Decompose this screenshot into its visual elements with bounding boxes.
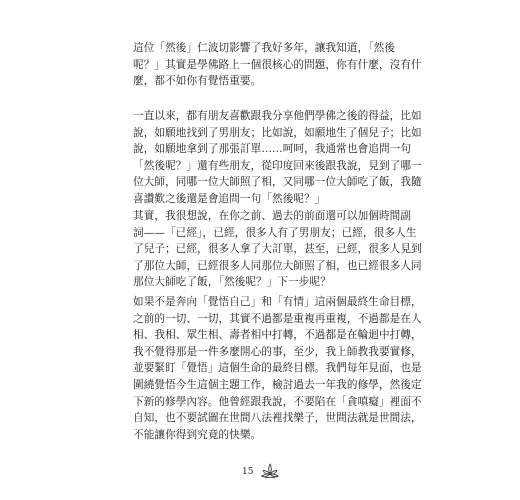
page-footer (0, 462, 520, 486)
text-line: 圍繞覺悟今生這個主題工作，檢討過去一年我的修學，然後定 (133, 378, 422, 391)
text-line: 那位大師吃了飯，「然後呢？」下一步呢？ (133, 276, 331, 289)
text-line: 「然後呢？」還有些朋友，從印度回來後跟我說，見到了哪一 (133, 159, 422, 172)
text-line: 呢？」其實是學佛路上一個很核心的問題，你有什麼，沒有什 (133, 58, 422, 71)
paragraph-4 (133, 294, 422, 443)
text-line: 了那位大師，已經很多人同那位大師照了相，也已經很多人同 (133, 259, 422, 272)
text-line: 如果不是奔向「覺悟自己」和「有情」這兩個最終生命目標， (133, 296, 422, 308)
text-line: 了兒子；已經，很多人拿了大訂單，甚至，已經，很多人見到 (133, 243, 422, 256)
text-line: 自知，也不要試圖在世間八法裡找樂子，世間法就是世間法， (133, 412, 422, 425)
page-number: 15 (242, 467, 254, 477)
text-line: 下新的修學內容。他曾經跟我說，不要陷在「貪嗔癡」裡面不 (133, 395, 422, 408)
text-line: 其實，我很想說，在你之前、過去的前面還可以加個時間副 (133, 210, 412, 222)
text-line: 位大師，同哪一位大師照了相，又同哪一位大師吃了飯，我隨 (133, 176, 422, 189)
text-line: 一直以來，都有朋友喜歡跟我分享他們學佛之後的得益，比如 (133, 110, 422, 122)
paragraph-1 (133, 40, 422, 90)
text-line: 不能讓你得到究竟的快樂。 (133, 428, 262, 441)
paragraph-3 (133, 208, 422, 291)
text-line: 麼，都不如你有覺悟重要。 (133, 75, 262, 88)
text-line: 詞——「已經」，已經，很多人有了男朋友；已經，很多人生 (133, 226, 417, 239)
text-line: 喜讚歎之後還是會追問一句「然後呢？」 (133, 192, 326, 205)
text-line: 相、我相、眾生相、壽者相中打轉，不過都是在輪迴中打轉， (133, 329, 422, 342)
text-line: 說，如願地找到了男朋友；比如說，如願地生了個兒子；比如 (133, 126, 422, 139)
lotus-icon (260, 462, 280, 480)
text-line: 說，如願地拿到了那張訂單……呵呵，我通常也會追問一句 (133, 143, 412, 156)
text-line: 之前的一切、一切，其實不過都是重複再重複，不過都是在人 (133, 312, 422, 325)
text-line: 這位「然後」仁波切影響了我好多年，讓我知道，「然後 (133, 42, 396, 54)
text-line: 並要緊盯「覺悟」這個生命的最終目標。我們每年見面，也是 (133, 362, 422, 375)
paragraph-2 (133, 108, 422, 208)
text-line: 我不覺得那是一件多麼開心的事，至少，我上師教我要實修， (133, 345, 422, 358)
